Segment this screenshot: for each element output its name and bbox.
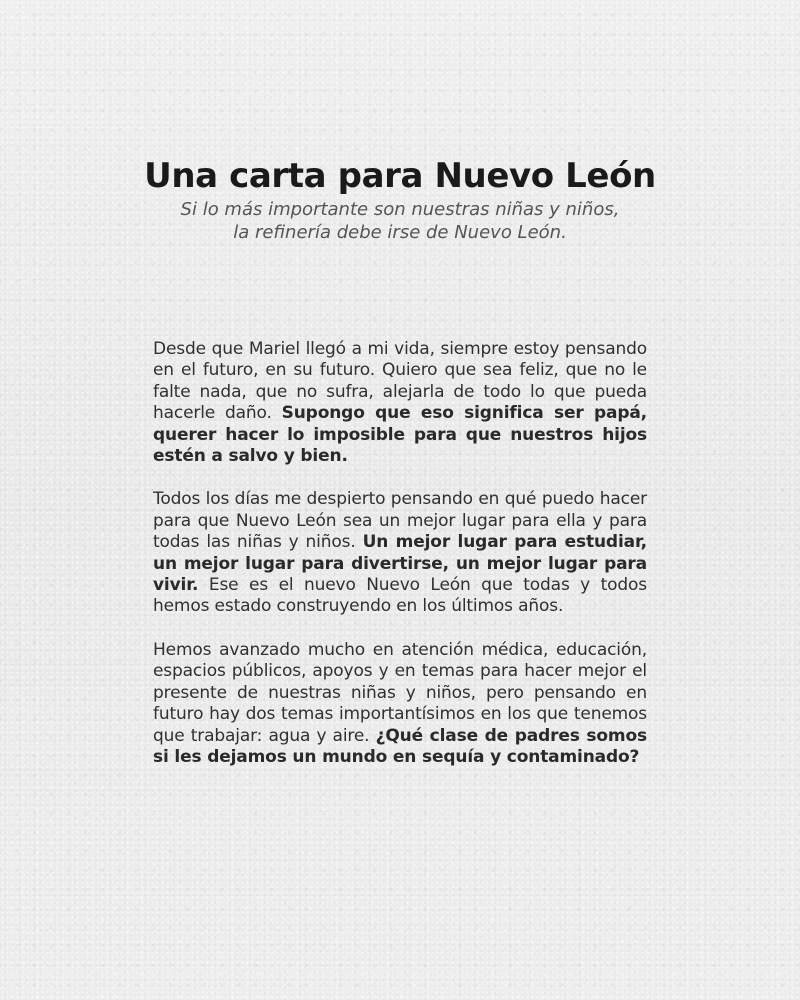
letter-body (153, 339, 647, 790)
letter-subtitle-line: la refinería debe irse de Nuevo León. (233, 222, 567, 243)
letter-subtitle (0, 198, 800, 244)
paragraph-text-run: Ese es el nuevo Nuevo León que todas y todos hemos estado construyendo en los últimos años. (153, 575, 647, 617)
letter-header (0, 154, 800, 244)
paragraph-bold-run: Supongo que eso significa ser papá, querer hacer lo imposible para que nuestros hijos estén a salvo y bien. (153, 403, 647, 467)
paragraph-text-run: Desde que Mariel llegó a mi vida, siempre estoy pensando en el futuro, en su futuro. Quiero que sea feliz, que no le falte nada, que no sufra, alejarla de todo lo que pueda hacerle daño. (153, 339, 647, 424)
letter-paragraph (153, 489, 647, 617)
letter-subtitle-line: Si lo más importante son nuestras niñas y niños, (180, 199, 620, 220)
paragraph-bold-run: Un mejor lugar para estudiar, un mejor lugar para divertirse, un mejor lugar para vivir. (153, 532, 647, 596)
letter-paragraph (153, 339, 647, 467)
letter-paragraph (153, 640, 647, 768)
paragraph-bold-run: ¿Qué clase de padres somos si les dejamos un mundo en sequía y contaminado? (153, 725, 647, 767)
paragraph-text-run: Hemos avanzado mucho en atención médica, educación, espacios públicos, apoyos y en temas para hacer mejor el presente de nuestras niñas y niños, pero pensando en futuro hay dos temas importantísimos en los que tenemos que trabajar: agua y aire. (153, 639, 647, 746)
paragraph-text-run: Todos los días me despierto pensando en qué puedo hacer para que Nuevo León sea un mejor lugar para ella y para todas las niñas y niños. (153, 489, 647, 553)
letter-title: Una carta para Nuevo León (144, 156, 656, 196)
